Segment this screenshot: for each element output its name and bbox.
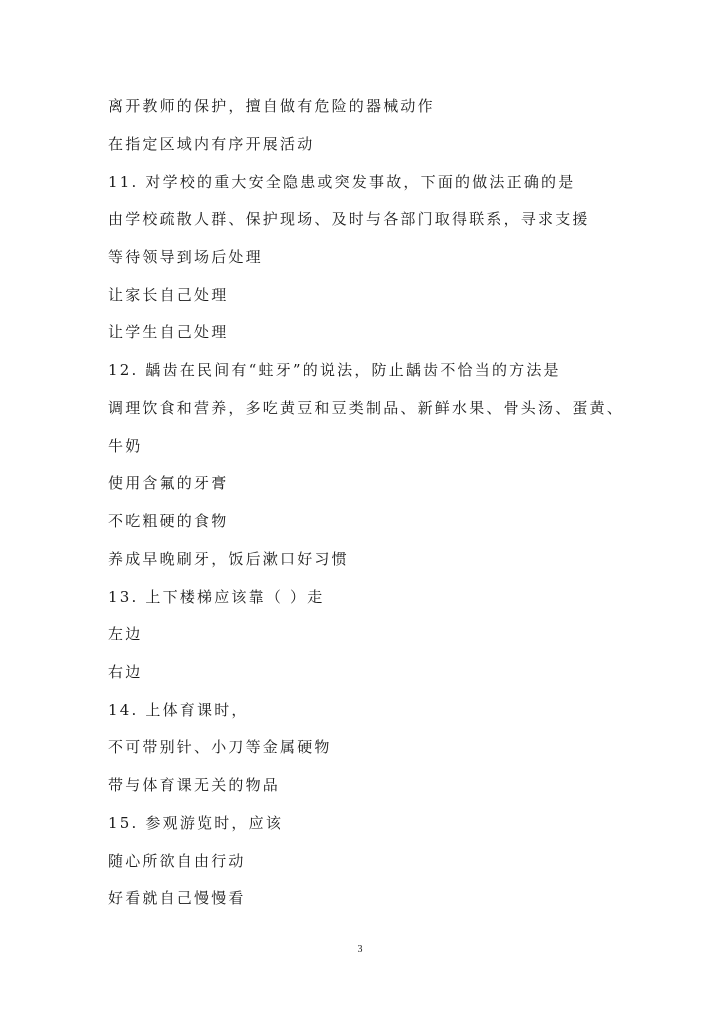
option-text: 调理饮食和营养，多吃黄豆和豆类制品、新鲜水果、骨头汤、蛋黄、	[108, 399, 625, 417]
option-text: 带与体育课无关的物品	[108, 776, 281, 794]
option-text: 让学生自己处理	[108, 323, 229, 341]
option-text: 随心所欲自由行动	[108, 852, 246, 870]
option-text: 右边	[108, 663, 143, 681]
option-text: 左边	[108, 625, 143, 643]
option-text: 不可带别针、小刀等金属硬物	[108, 738, 332, 756]
option-text: 牛奶	[108, 437, 143, 455]
option-text: 由学校疏散人群、保护现场、及时与各部门取得联系，寻求支援	[108, 210, 590, 228]
option-text: 好看就自己慢慢看	[108, 889, 246, 907]
option-text: 让家长自己处理	[108, 286, 229, 304]
option-text: 不吃粗硬的食物	[108, 512, 229, 530]
option-text: 等待领导到场后处理	[108, 248, 263, 266]
option-text: 使用含氟的牙膏	[108, 474, 229, 492]
question-12: 12. 龋齿在民间有“蛀牙”的说法，防止龋齿不恰当的方法是	[108, 361, 561, 379]
option-text: 离开教师的保护，擅自做有危险的器械动作	[108, 97, 435, 115]
question-13: 13. 上下楼梯应该靠（ ）走	[108, 588, 325, 606]
page-number: 3	[357, 944, 363, 955]
question-11: 11. 对学校的重大安全隐患或突发事故，下面的做法正确的是	[108, 173, 576, 191]
question-15: 15. 参观游览时，应该	[108, 814, 284, 832]
option-text: 在指定区域内有序开展活动	[108, 135, 315, 153]
option-text: 养成早晚刷牙，饭后漱口好习惯	[108, 550, 349, 568]
question-14: 14. 上体育课时，	[108, 701, 249, 719]
